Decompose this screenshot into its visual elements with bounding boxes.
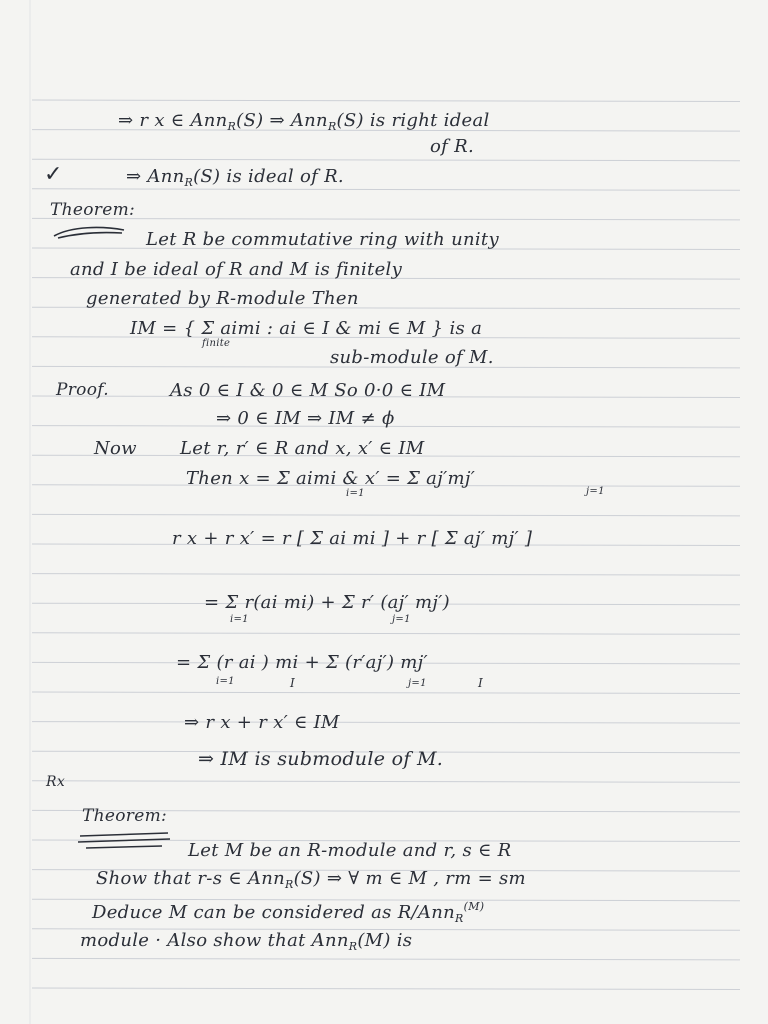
- proof-line-2: ⇒ 0 ∈ IM ⇒ IM ≠ ϕ: [216, 408, 395, 429]
- theorem-2-line-d: [80, 930, 412, 953]
- finite-label: finite: [202, 338, 231, 349]
- theorem-1-line-e: sub-module of M.: [330, 347, 494, 368]
- checkmark-icon: ✓: [44, 162, 63, 187]
- theorem-2-line-c: [92, 900, 484, 925]
- theorem-1-heading: Theorem:: [50, 200, 136, 220]
- proof-line-4: Then x = Σ aimi & x′ = Σ aj′mj′: [186, 468, 476, 489]
- text: (S) is ideal of R.: [193, 166, 344, 187]
- rule-line: [32, 189, 740, 191]
- now-label: Now: [94, 438, 137, 459]
- proof-heading: Proof.: [56, 380, 109, 400]
- subscript: R: [348, 940, 358, 953]
- theorem-2-line-a: Let M be an R-module and r, s ∈ R: [188, 840, 512, 861]
- subscript: R: [455, 912, 464, 925]
- line-2: of R.: [430, 136, 474, 157]
- text: module · Also show that Ann: [80, 930, 349, 951]
- subscript: R: [184, 176, 194, 189]
- rule-line: [32, 218, 740, 220]
- rule-line: [32, 988, 740, 990]
- rule-line: [32, 574, 740, 576]
- subscript: R: [327, 120, 337, 133]
- proof-line-5: r x + r x′ = r [ Σ ai mi ] + r [ Σ aj′ mj′ ]: [172, 528, 533, 549]
- theorem-1-line-c: generated by R-module Then: [86, 288, 359, 309]
- proof-line-3: Let r, r′ ∈ R and x, x′ ∈ IM: [180, 438, 425, 459]
- sum-index: i=1: [216, 676, 235, 687]
- rx-mark: Rx: [46, 774, 66, 790]
- line-1: [118, 110, 490, 133]
- rule-line: [32, 781, 740, 783]
- sum-index: j=1: [392, 614, 411, 625]
- theorem-1-line-d: IM = { Σ aimi : ai ∈ I & mi ∈ M } is a: [130, 318, 483, 339]
- rule-line: [32, 633, 740, 635]
- theorem-2-line-b: [96, 868, 526, 891]
- text: (S) ⇒ ∀ m ∈ M , rm = sm: [293, 868, 526, 889]
- rule-line: [32, 514, 740, 516]
- proof-line-1: As 0 ∈ I & 0 ∈ M So 0·0 ∈ IM: [170, 380, 446, 401]
- sum-index: i=1: [346, 488, 365, 499]
- theorem-1-line-a: Let R be commutative ring with unity: [146, 229, 499, 250]
- rule-line: [32, 722, 740, 724]
- scribble-underline-icon: [76, 830, 172, 852]
- sum-index: j=1: [586, 486, 605, 497]
- text: Deduce M can be considered as R/Ann: [92, 902, 456, 923]
- subscript: R: [227, 120, 237, 133]
- subscript: R: [284, 878, 294, 891]
- rule-line: [32, 958, 740, 960]
- proof-line-9: ⇒ IM is submodule of M.: [198, 748, 444, 770]
- line-3: [126, 166, 344, 189]
- proof-line-6: = Σ r(ai mi) + Σ r′ (aj′ mj′): [204, 592, 450, 613]
- proof-line-7: = Σ (r ai ) mi + Σ (r′aj′) mj′: [176, 652, 428, 673]
- rule-line: [32, 159, 740, 161]
- text: ⇒ Ann: [126, 166, 185, 187]
- superscript: (M): [463, 900, 485, 913]
- text: (S) is right ideal: [336, 110, 490, 131]
- ideal-mark: I: [290, 676, 296, 690]
- sum-index: i=1: [230, 614, 249, 625]
- text: Show that r-s ∈ Ann: [96, 868, 285, 889]
- scribble-underline-icon: [52, 224, 126, 240]
- rule-line: [32, 692, 740, 694]
- text: (M) is: [357, 930, 413, 951]
- theorem-1-line-b: and I be ideal of R and M is finitely: [70, 259, 403, 280]
- text: ⇒ r x ∈ Ann: [118, 110, 228, 131]
- proof-line-8: ⇒ r x + r x′ ∈ IM: [184, 712, 340, 733]
- theorem-2-heading: Theorem:: [82, 806, 168, 826]
- text: (S) ⇒ Ann: [236, 110, 328, 131]
- ideal-mark: I: [478, 676, 484, 690]
- rule-line: [32, 100, 740, 102]
- sum-index: j=1: [408, 678, 427, 689]
